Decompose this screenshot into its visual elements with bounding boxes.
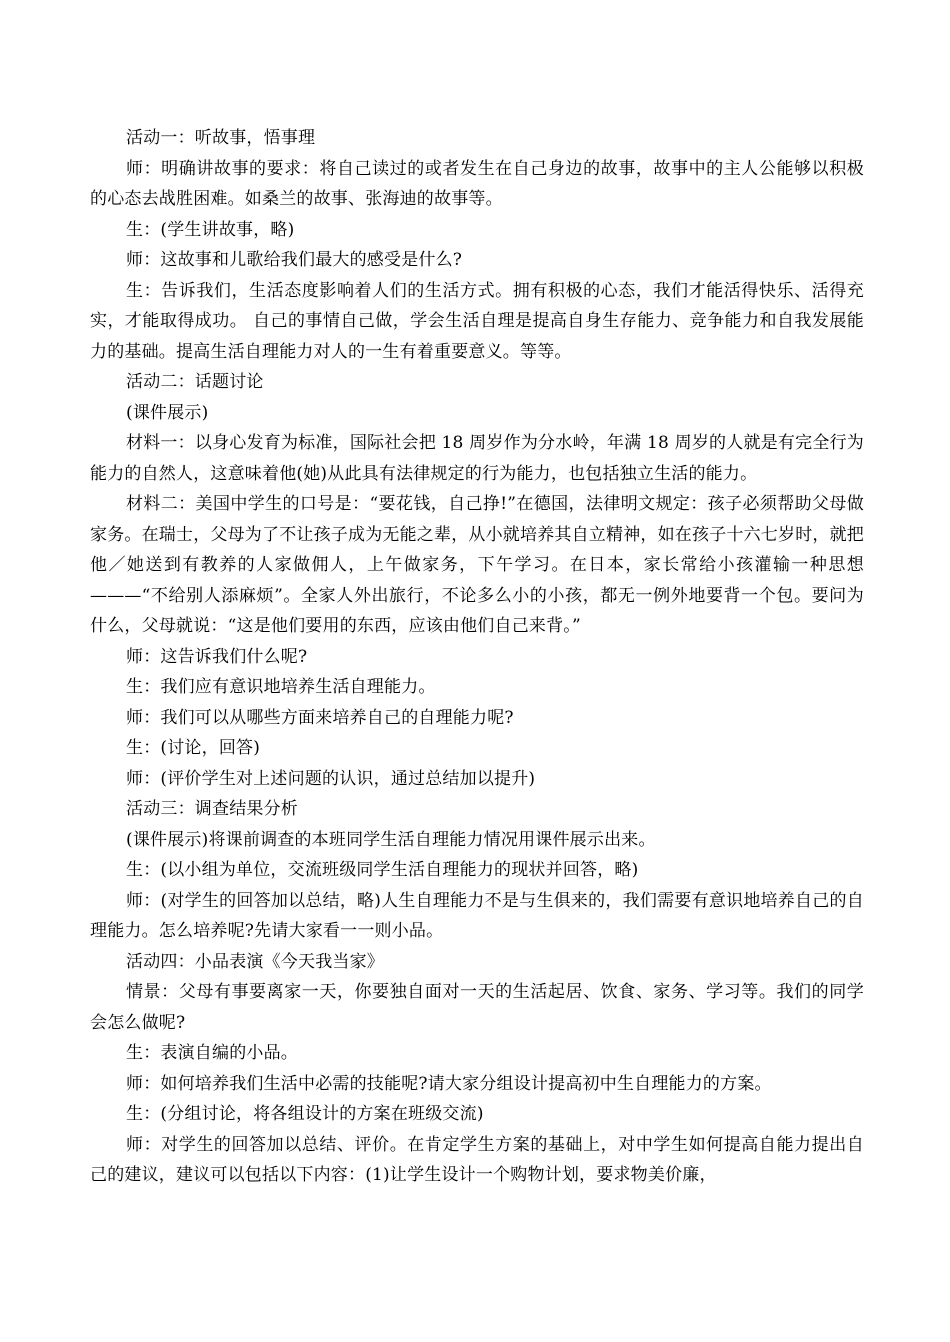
paragraph-student-answer-attitude: 生：告诉我们，生活态度影响着人们的生活方式。拥有积极的心态，我们才能活得快乐、活得充实，才能取得成功。 自己的事情自己做，学会生活自理是提高自身生存能力、竞争能力和自我发展能力的基础。提高生活自理能力对人的一生有着重要意义。等等。 <box>90 280 864 362</box>
paragraph-activity-one-heading: 活动一：听故事，悟事理 <box>126 128 316 148</box>
paragraph-courseware-display: (课件展示) <box>126 402 209 423</box>
paragraph-teacher-question-feeling: 师：这故事和儿歌给我们最大的感受是什么? <box>126 250 463 270</box>
paragraph-teacher-evaluate: 师：(评价学生对上述问题的认识，通过总结加以提升) <box>126 768 536 789</box>
paragraph-student-discuss-answer: 生：(讨论，回答) <box>126 738 261 758</box>
paragraph-student-tells-story: 生：(学生讲故事，略) <box>126 219 295 240</box>
document-body <box>90 123 864 1191</box>
paragraph-teacher-story-requirement: 师：明确讲故事的要求：将自己读过的或者发生在自己身边的故事，故事中的主人公能够以积极的心态去战胜困难。如桑兰的故事、张海迪的故事等。 <box>90 158 864 209</box>
paragraph-student-perform-skit: 生：表演自编的小品。 <box>126 1043 298 1063</box>
paragraph-student-consciously-cultivate: 生：我们应有意识地培养生活自理能力。 <box>126 677 436 697</box>
paragraph-activity-four-heading: 活动四：小品表演《今天我当家》 <box>126 951 384 972</box>
paragraph-material-two: 材料二：美国中学生的口号是：“要花钱，自己挣!”在德国，法律明文规定：孩子必须帮助父母做家务。在瑞士，父母为了不让孩子成为无能之辈，从小就培养其自立精神，如在孩子十六七岁时，就把他／她送到有教养的人家做佣人，上午做家务，下午学习。在日本，家长常给小孩灌输一种思想———“不给别人添麻烦”。全家人外出旅行，不论多么小的小孩，都无一例外地要背一个包。要问为什么，父母就说：“这是他们要用的东西，应该由他们自己来背。” <box>90 494 864 636</box>
paragraph-teacher-what-tells: 师：这告诉我们什么呢? <box>126 646 308 667</box>
paragraph-teacher-design-plan: 师：如何培养我们生活中必需的技能呢?请大家分组设计提高初中生自理能力的方案。 <box>126 1073 772 1094</box>
paragraph-teacher-suggestions: 师：对学生的回答加以总结、评价。在肯定学生方案的基础上，对中学生如何提高自能力提出自己的建议，建议可以包括以下内容：(1)让学生设计一个购物计划，要求物美价廉， <box>90 1134 864 1185</box>
paragraph-material-one: 材料一：以身心发育为标准，国际社会把 18 周岁作为分水岭，年满 18 周岁的人就是有完全行为能力的自然人，这意味着他(她)从此具有法律规定的行为能力，也包括独立生活的能力。 <box>90 433 864 484</box>
paragraph-activity-two-heading: 活动二：话题讨论 <box>126 372 264 392</box>
paragraph-teacher-summary-skit-intro: 师：(对学生的回答加以总结，略)人生自理能力不是与生俱来的，我们需要有意识地培养自己的自理能力。怎么培养呢?先请大家看一一则小品。 <box>90 890 864 941</box>
paragraph-student-group-exchange: 生：(以小组为单位，交流班级同学生活自理能力的现状并回答，略) <box>126 860 639 880</box>
paragraph-survey-display: (课件展示)将课前调查的本班同学生活自理能力情况用课件展示出来。 <box>126 829 656 850</box>
paragraph-activity-three-heading: 活动三：调查结果分析 <box>126 799 298 819</box>
paragraph-student-group-discussion: 生：(分组讨论，将各组设计的方案在班级交流) <box>126 1104 484 1124</box>
paragraph-scenario: 情景：父母有事要离家一天，你要独自面对一天的生活起居、饮食、家务、学习等。我们的同学会怎么做呢? <box>90 982 864 1033</box>
paragraph-teacher-which-aspects: 师：我们可以从哪些方面来培养自己的自理能力呢? <box>126 707 514 728</box>
